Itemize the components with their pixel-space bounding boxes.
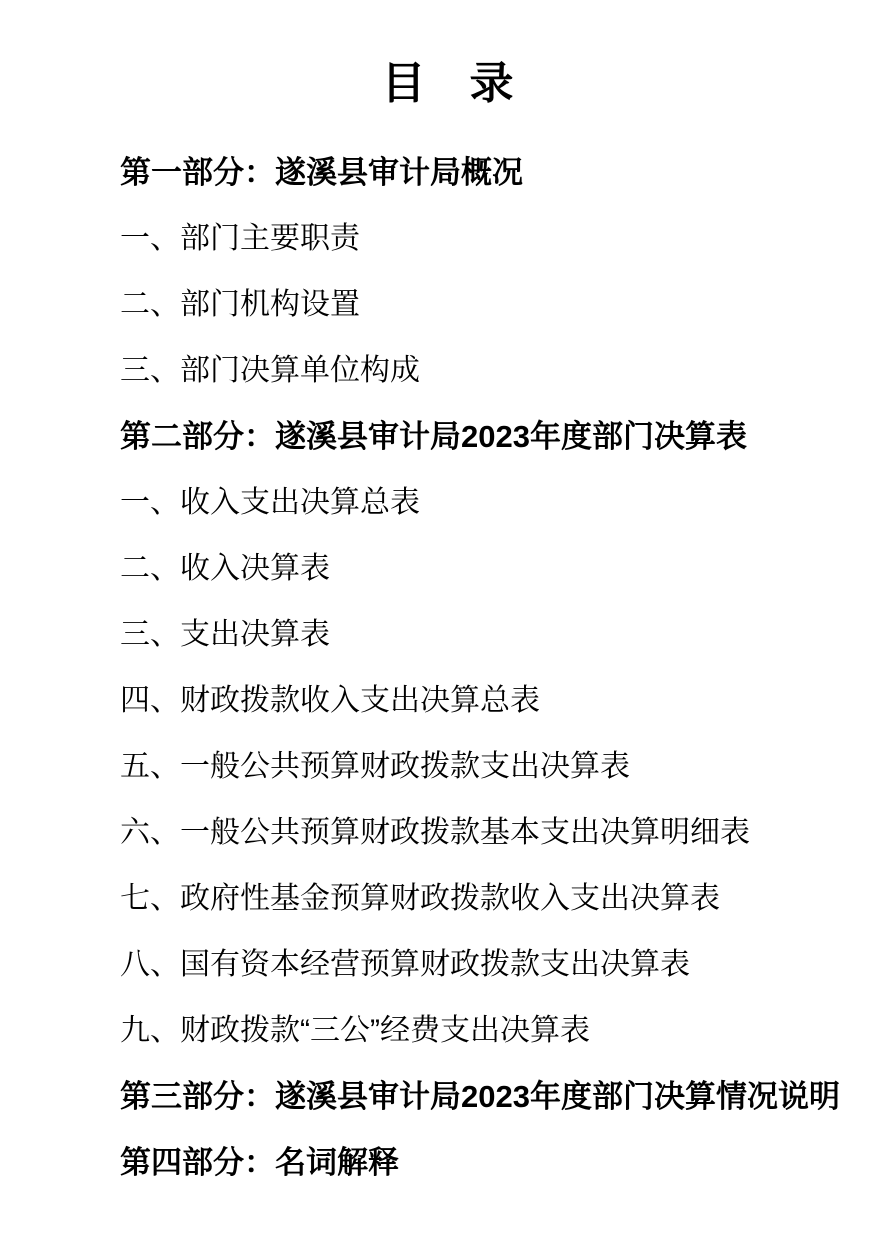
toc-part-heading: 第四部分：名词解释 xyxy=(120,1145,399,1180)
page-title: 目 录 xyxy=(381,59,514,108)
toc-entry: 一、收入支出决算总表 xyxy=(120,486,420,519)
toc-entry: 四、财政拨款收入支出决算总表 xyxy=(120,684,540,717)
toc-part-heading: 第二部分：遂溪县审计局2023年度部门决算表 xyxy=(120,419,747,454)
toc-entry: 三、支出决算表 xyxy=(120,618,330,651)
toc-entry: 二、部门机构设置 xyxy=(120,288,360,321)
toc-entry: 六、一般公共预算财政拨款基本支出决算明细表 xyxy=(120,816,750,849)
toc-entry: 九、财政拨款“三公”经费支出决算表 xyxy=(120,1014,590,1047)
toc-part-heading: 第三部分：遂溪县审计局2023年度部门决算情况说明 xyxy=(120,1079,840,1114)
toc-part-heading: 第一部分：遂溪县审计局概况 xyxy=(120,155,523,190)
toc-entry: 八、国有资本经营预算财政拨款支出决算表 xyxy=(120,948,690,981)
table-of-contents xyxy=(0,140,895,1196)
toc-entry: 五、一般公共预算财政拨款支出决算表 xyxy=(120,750,630,783)
toc-entry: 七、政府性基金预算财政拨款收入支出决算表 xyxy=(120,882,720,915)
toc-entry: 二、收入决算表 xyxy=(120,552,330,585)
toc-entry: 三、部门决算单位构成 xyxy=(120,354,420,387)
toc-entry: 一、部门主要职责 xyxy=(120,222,360,255)
